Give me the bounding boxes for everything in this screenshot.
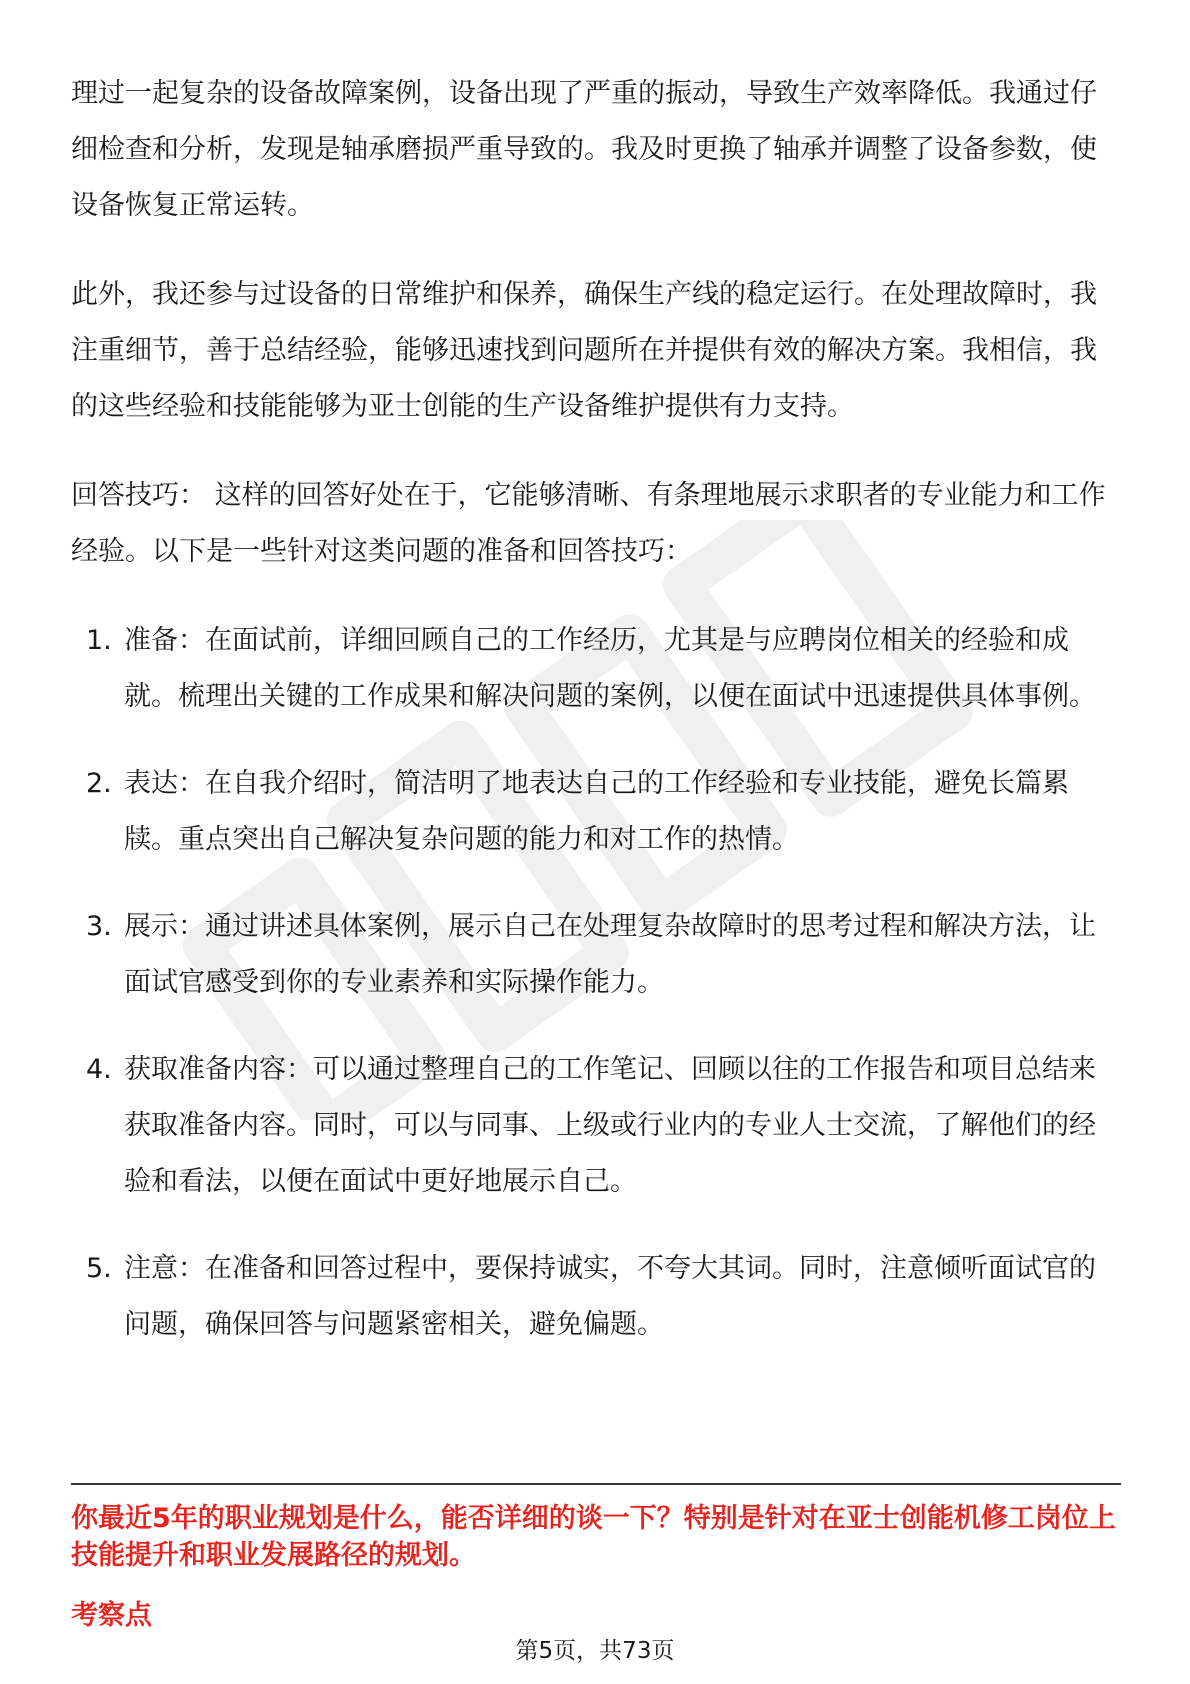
list-item <box>71 613 1121 725</box>
list-item-number: 5. <box>86 1253 112 1284</box>
list-item <box>71 1042 1121 1210</box>
section-divider <box>71 1483 1121 1485</box>
list-item-text: 表达：在自我介绍时，简洁明了地表达自己的工作经验和专业技能，避免长篇累牍。重点突出自己解决复杂问题的能力和对工作的热情。 <box>124 768 1069 855</box>
tips-list <box>71 613 1121 1353</box>
list-item <box>71 756 1121 868</box>
list-item <box>71 1241 1121 1353</box>
list-item-text: 展示：通过讲述具体案例，展示自己在处理复杂故障时的思考过程和解决方法，让面试官感受到你的专业素养和实际操作能力。 <box>124 911 1096 998</box>
paragraph-maintenance: 此外，我还参与过设备的日常维护和保养，确保生产线的稳定运行。在处理故障时，我注重细节，善于总结经验，能够迅速找到问题所在并提供有效的解决方案。我相信，我的这些经验和技能能够为亚士创能的生产设备维护提供有力支持。 <box>71 279 1097 422</box>
section-title: 考察点 <box>71 1600 152 1631</box>
list-item-text: 获取准备内容：可以通过整理自己的工作笔记、回顾以往的工作报告和项目总结来获取准备内容。同时，可以与同事、上级或行业内的专业人士交流，了解他们的经验和看法，以便在面试中更好地展示自己。 <box>124 1054 1096 1197</box>
list-item-text: 准备：在面试前，详细回顾自己的工作经历，尤其是与应聘岗位相关的经验和成就。梳理出关键的工作成果和解决问题的案例，以便在面试中迅速提供具体事例。 <box>124 625 1096 712</box>
list-item-number: 3. <box>86 911 112 942</box>
paragraph-answer-tips: 回答技巧： 这样的回答好处在于，它能够清晰、有条理地展示求职者的专业能力和工作经验。以下是一些针对这类问题的准备和回答技巧： <box>71 480 1106 567</box>
list-item-number: 4. <box>86 1054 112 1085</box>
list-item-text: 注意：在准备和回答过程中，要保持诚实，不夸大其词。同时，注意倾听面试官的问题，确保回答与问题紧密相关，避免偏题。 <box>124 1253 1096 1340</box>
paragraph-case: 理过一起复杂的设备故障案例，设备出现了严重的振动，导致生产效率降低。我通过仔细检查和分析，发现是轴承磨损严重导致的。我及时更换了轴承并调整了设备参数，使设备恢复正常运转。 <box>71 78 1097 221</box>
list-item-number: 2. <box>86 768 112 799</box>
list-item <box>71 899 1121 1011</box>
list-item-number: 1. <box>86 625 112 656</box>
main-content <box>71 66 1121 1384</box>
page-number: 第5页，共73页 <box>515 1638 675 1664</box>
interview-question: 你最近5年的职业规划是什么，能否详细的谈一下？特别是针对在亚士创能机修工岗位上技能提升和职业发展路径的规划。 <box>71 1503 1116 1571</box>
